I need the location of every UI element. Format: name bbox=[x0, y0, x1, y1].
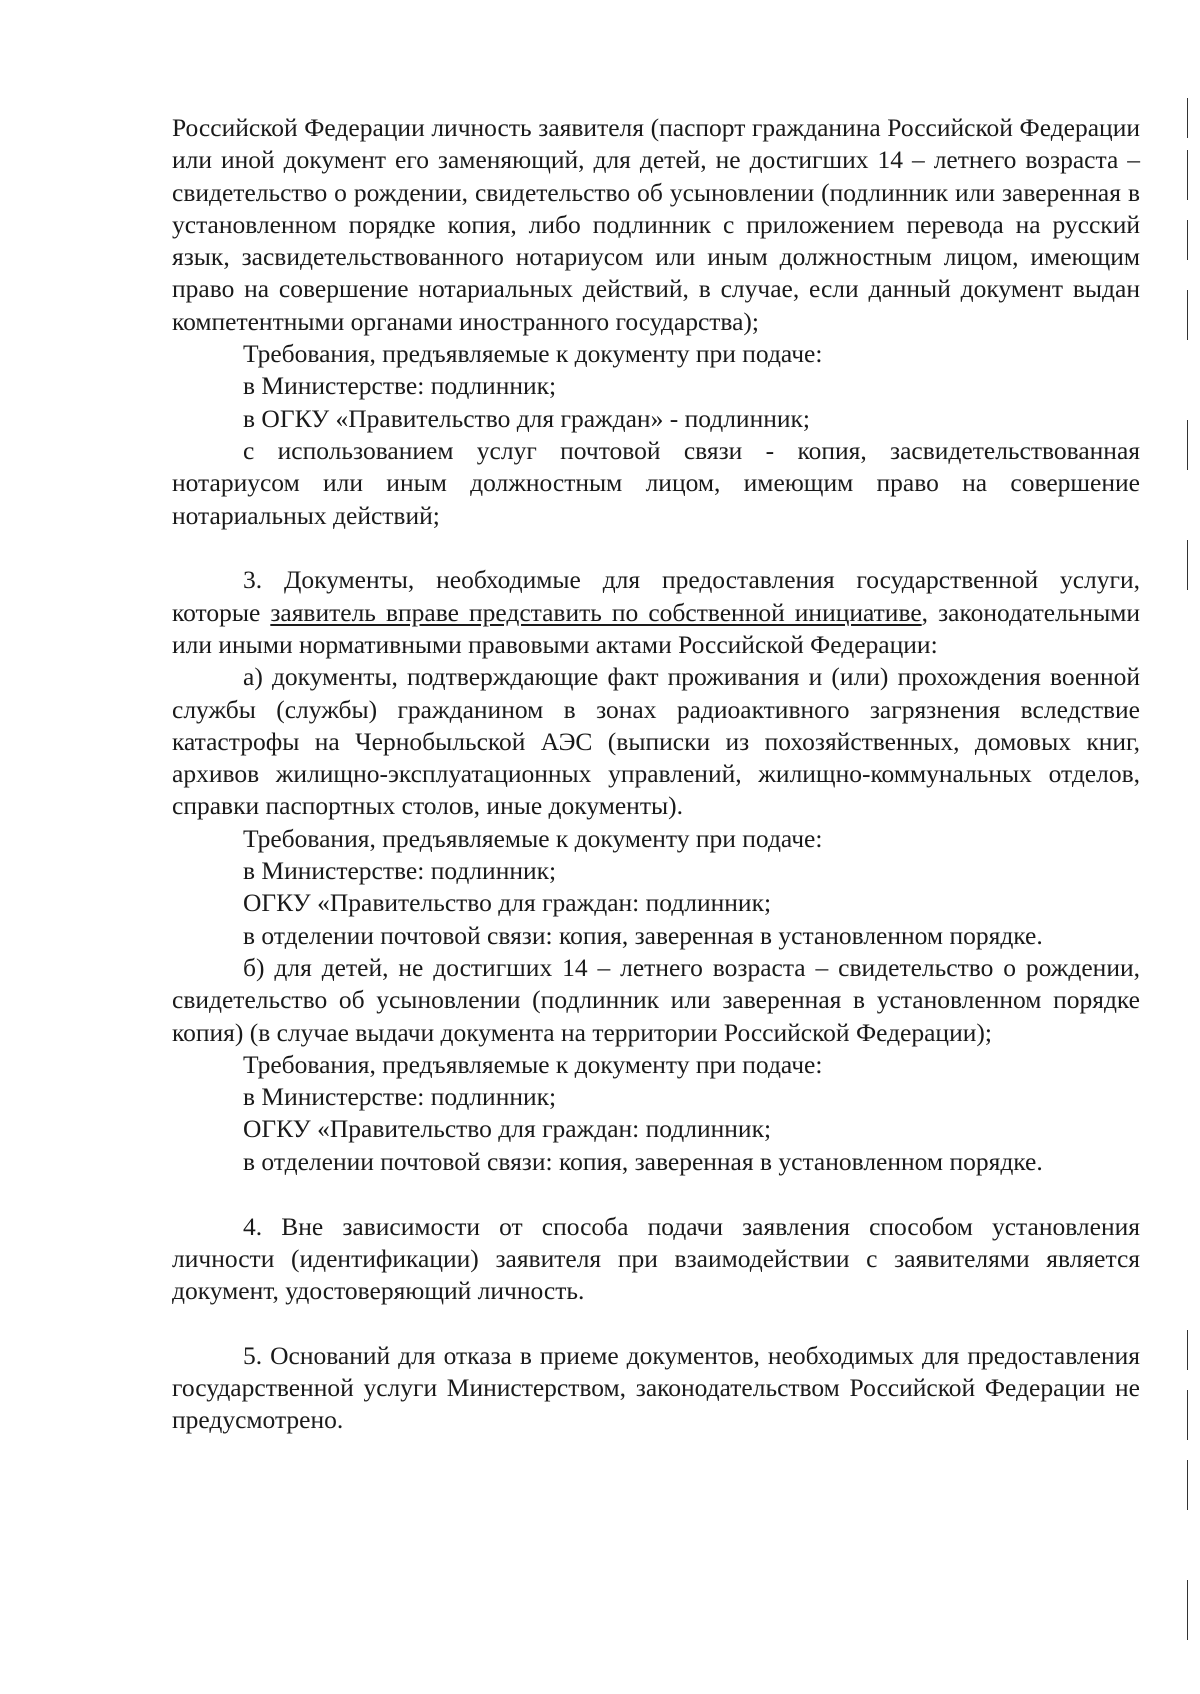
paragraph-ogku-2: ОГКУ «Правительство для граждан: подлинник; bbox=[243, 888, 772, 918]
paragraph-requirements-3: Требования, предъявляемые к документу при подаче: bbox=[243, 1049, 823, 1079]
paragraph-item-b: б) для детей, не достигших 14 – летнего возраста – свидетельство о рождении, свидетельство об усыновлении (подлинник или заверенная в установленном порядке копия) (в случае выдачи документа на территории Российской Федерации); bbox=[172, 952, 1140, 1047]
paragraph-ministry-1: в Министерстве: подлинник; bbox=[243, 371, 557, 401]
paragraph-postal-3: в отделении почтовой связи: копия, заверенная в установленном порядке. bbox=[243, 1146, 1043, 1176]
paragraph-ministry-2: в Министерстве: подлинник; bbox=[243, 856, 557, 886]
scan-artifact-line bbox=[1187, 420, 1189, 470]
document-body bbox=[172, 112, 1140, 1437]
paragraph-ogku-1: в ОГКУ «Правительство для граждан» - подлинник; bbox=[243, 403, 810, 433]
section-3-lead: 3. Документы, необходимые для предоставления государственной услуги, которые bbox=[172, 565, 1140, 627]
paragraph-requirements-1: Требования, предъявляемые к документу при подаче: bbox=[243, 339, 823, 369]
scan-artifact-line bbox=[1187, 150, 1189, 200]
scan-artifact-line bbox=[1187, 1580, 1189, 1640]
paragraph-item-a: а) документы, подтверждающие факт проживания и (или) прохождения военной службы (службы) гражданином в зонах радиоактивного загрязнения вследствие катастрофы на Чернобыльской АЭС (выписки из похозяйственных, домовых книг, архивов жилищно-эксплуатационных управлений, жилищно-коммунальных отделов, справки паспортных столов, иные документы). bbox=[172, 662, 1140, 821]
paragraph-section-5: 5. Оснований для отказа в приеме документов, необходимых для предоставления государственной услуги Министерством, законодательством Российской Федерации не предусмотрено. bbox=[172, 1340, 1140, 1435]
paragraph-section-3 bbox=[172, 564, 1140, 661]
scan-artifact-line bbox=[1187, 1330, 1189, 1370]
section-3-tail: , законодательными или иными нормативными правовыми актами Российской Федерации: bbox=[172, 597, 1140, 659]
section-3-underlined: заявитель вправе представить по собственной инициативе bbox=[270, 597, 922, 627]
paragraph-spacer bbox=[172, 1178, 1140, 1211]
paragraph-identity-doc: Российской Федерации личность заявителя (паспорт гражданина Российской Федерации или иной документ его заменяющий, для детей, не достигших 14 – летнего возраста – свидетельство о рождении, свидетельство об усыновлении (подлинник или заверенная в установленном порядке копия, либо подлинник с приложением перевода на русский язык, засвидетельствованного нотариусом или иным должностным лицом, имеющим право на совершение нотариальных действий, в случае, если данный документ выдан компетентными органами иностранного государства); bbox=[172, 113, 1140, 336]
paragraph-section-4: 4. Вне зависимости от способа подачи заявления способом установления личности (идентификации) заявителя при взаимодействии с заявителями является документ, удостоверяющий личность. bbox=[172, 1211, 1140, 1306]
paragraph-spacer bbox=[172, 532, 1140, 565]
scan-artifact-line bbox=[1187, 98, 1189, 138]
scan-artifact-line bbox=[1187, 1460, 1189, 1510]
paragraph-requirements-2: Требования, предъявляемые к документу при подаче: bbox=[243, 823, 823, 853]
scan-artifact-line bbox=[1187, 1390, 1189, 1440]
paragraph-ministry-3: в Министерстве: подлинник; bbox=[243, 1082, 557, 1112]
paragraph-postal-1: с использованием услуг почтовой связи - копия, засвидетельствованная нотариусом или иным должностным лицом, имеющим право на совершение нотариальных действий; bbox=[172, 435, 1140, 530]
paragraph-spacer bbox=[172, 1307, 1140, 1340]
scan-artifact-line bbox=[1187, 290, 1189, 340]
scan-artifact-line bbox=[1187, 540, 1189, 590]
paragraph-postal-2: в отделении почтовой связи: копия, заверенная в установленном порядке. bbox=[243, 920, 1043, 950]
paragraph-ogku-3: ОГКУ «Правительство для граждан: подлинник; bbox=[243, 1114, 772, 1144]
scan-artifact-line bbox=[1187, 220, 1189, 260]
